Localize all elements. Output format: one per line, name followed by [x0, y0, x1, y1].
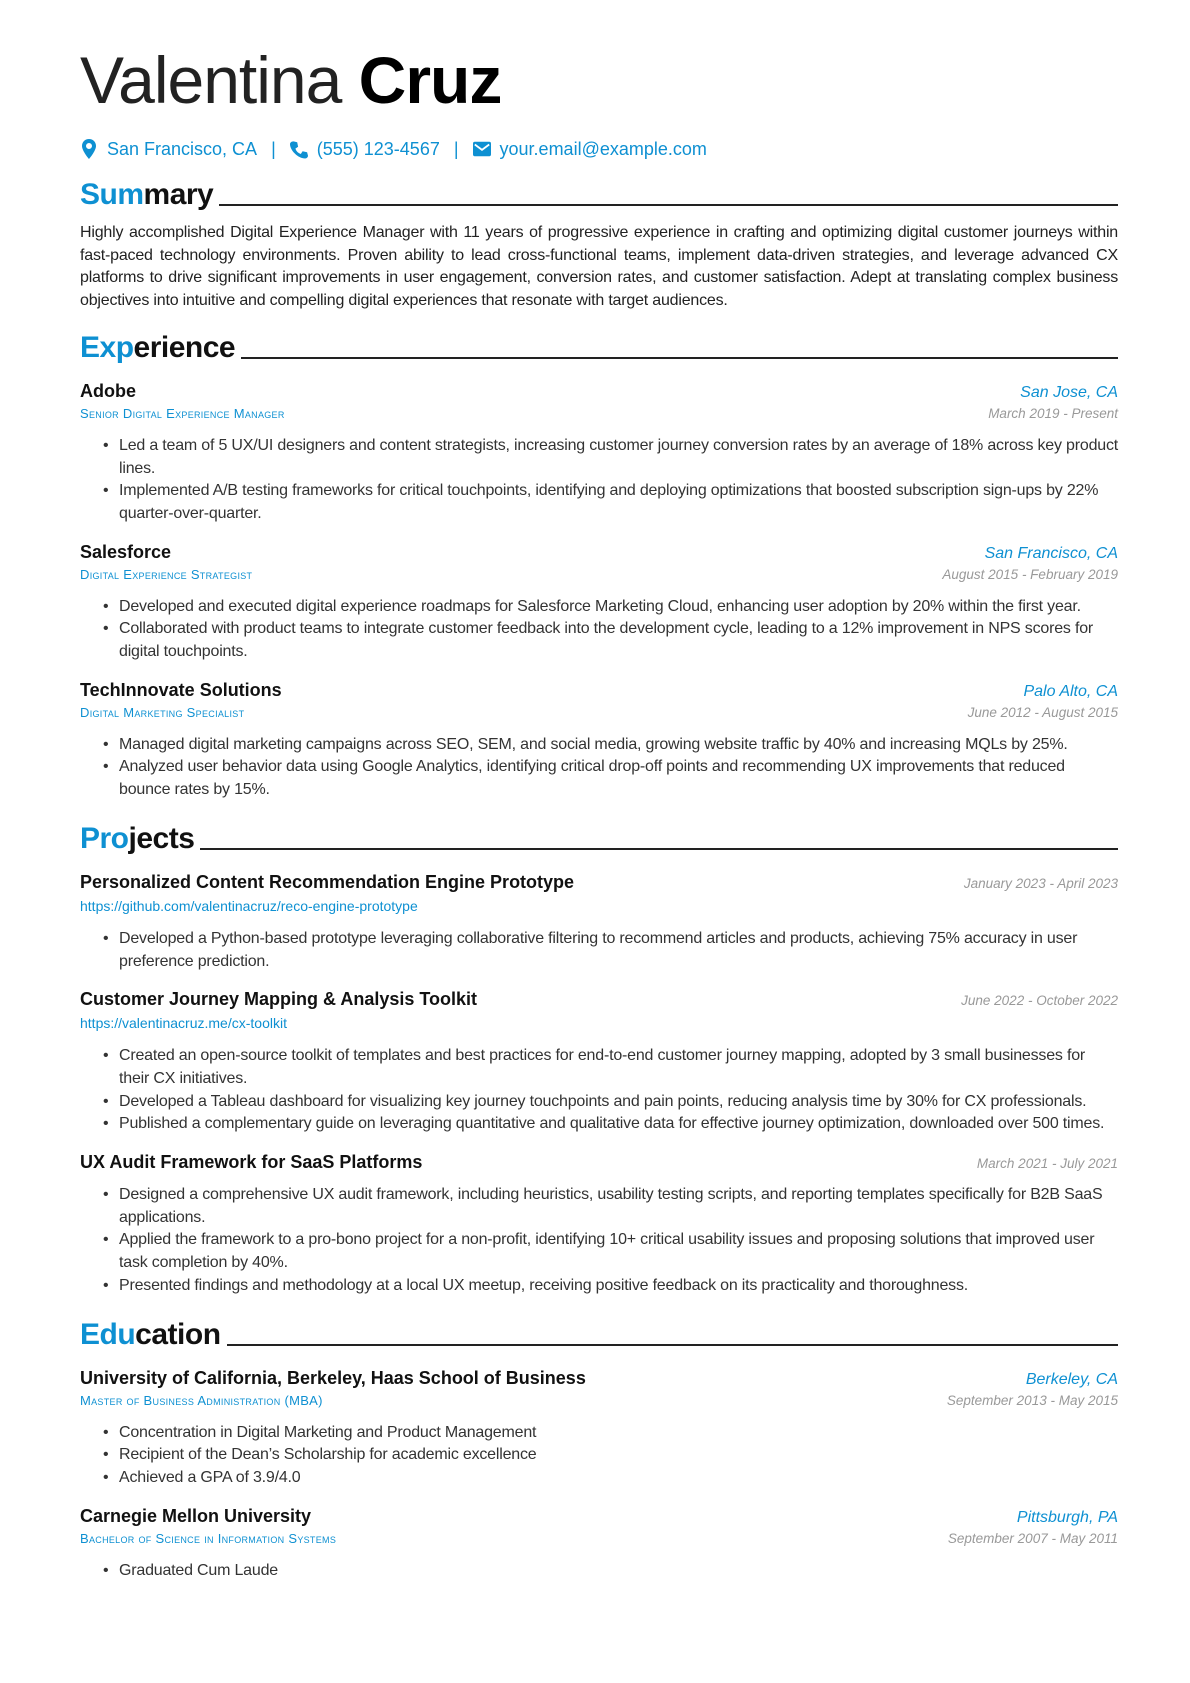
bullet-item: • Recipient of the Dean’s Scholarship for academic excellence	[80, 1444, 1118, 1467]
organization-name: Adobe	[80, 380, 136, 401]
bullet-item: • Applied the framework to a pro-bono project for a non-profit, identifying 10+ critical usability issues and proposing solutions that improved user task completion by 40%.	[80, 1229, 1118, 1274]
phone-link[interactable]: (555) 123-4567	[316, 138, 440, 159]
entry-header	[80, 987, 1118, 1011]
candidate-name: Valentina Cruz	[80, 43, 502, 117]
entry-date: June 2022 - October 2022	[961, 993, 1118, 1009]
bullet-item: • Collaborated with product teams to integrate customer feedback into the development cycle, leading to a 12% improvement in NPS scores for digital touchpoints.	[80, 618, 1118, 663]
bullet-list	[80, 1560, 1118, 1583]
email-link[interactable]: your.email@example.com	[499, 138, 707, 159]
summary-heading: Summary	[80, 174, 1118, 212]
separator: |	[271, 138, 276, 159]
experience-heading: Experience	[80, 327, 1118, 365]
entry-subheader	[80, 1390, 1118, 1412]
entry-location: Berkeley, CA	[1025, 1370, 1118, 1388]
entry-header	[80, 379, 1118, 403]
organization-name: TechInnovate Solutions	[80, 679, 282, 700]
resume-page	[80, 38, 1118, 1582]
summary-text: Highly accomplished Digital Experience Manager with 11 years of progressive experience in crafting and optimizing digital customer journeys within fast-paced technology environments. Proven ability to lead cross-functional teams, implement data-driven strategies, and leverage advanced CX platforms to drive significant improvements in user engagement, conversion rates, and customer satisfaction. Adept at translating complex business objectives into intuitive and compelling digital experiences that resonate with target audiences.	[80, 224, 1118, 310]
project-entry	[80, 1150, 1118, 1298]
bullet-list	[80, 928, 1118, 973]
bullet-item: • Managed digital marketing campaigns across SEO, SEM, and social media, growing website traffic by 40% and increasing MQLs by 25%.	[80, 734, 1118, 757]
bullet-item: • Published a complementary guide on leveraging quantitative and qualitative data for effective journey optimization, downloaded over 500 times.	[80, 1113, 1118, 1136]
bullet-item: • Implemented A/B testing frameworks for critical touchpoints, identifying and deploying optimizations that boosted subscription sign-ups by 22% quarter-over-quarter.	[80, 480, 1118, 525]
entry-header	[80, 540, 1118, 564]
experience-entry	[80, 678, 1118, 802]
divider	[241, 357, 1118, 359]
project-link[interactable]: https://valentinacruz.me/cx-toolkit	[80, 1015, 287, 1032]
organization-name: Carnegie Mellon University	[80, 1505, 312, 1526]
project-title: Personalized Content Recommendation Engine Prototype	[80, 871, 575, 892]
entry-date: June 2012 - August 2015	[967, 704, 1118, 720]
entry-date: September 2013 - May 2015	[946, 1392, 1118, 1408]
bullet-list	[80, 435, 1118, 526]
entry-header	[80, 1366, 1118, 1390]
bullet-item: • Designed a comprehensive UX audit framework, including heuristics, usability testing scripts, and reporting templates specifically for B2B SaaS applications.	[80, 1184, 1118, 1229]
entry-role: Digital Marketing Specialist	[80, 704, 245, 720]
project-title: UX Audit Framework for SaaS Platforms	[80, 1152, 423, 1173]
entry-subheader	[80, 894, 1118, 918]
experience-entry	[80, 540, 1118, 664]
project-entry	[80, 987, 1118, 1136]
education-heading: Education	[80, 1314, 1118, 1352]
entry-role: Bachelor of Science in Information Systems	[80, 1530, 337, 1546]
map-marker-icon	[80, 139, 98, 159]
bullet-item: • Created an open-source toolkit of templates and best practices for end-to-end customer journey mapping, adopted by 3 small businesses for their CX initiatives.	[80, 1045, 1118, 1090]
divider	[200, 848, 1118, 850]
entry-location: San Francisco, CA	[984, 544, 1118, 562]
divider	[227, 1344, 1118, 1346]
bullet-item: • Presented findings and methodology at a local UX meetup, receiving positive feedback on its practicality and thoroughness.	[80, 1275, 1118, 1298]
project-entry	[80, 870, 1118, 973]
bullet-list	[80, 1422, 1118, 1490]
bullet-item: • Developed and executed digital experience roadmaps for Salesforce Marketing Cloud, enhancing user adoption by 20% within the first year.	[80, 596, 1118, 619]
entry-location: San Jose, CA	[1020, 383, 1118, 401]
project-link[interactable]: https://github.com/valentinacruz/reco-engine-prototype	[80, 897, 418, 914]
bullet-item: • Led a team of 5 UX/UI designers and content strategists, increasing customer journey conversion rates by an average of 18% across key product lines.	[80, 435, 1118, 480]
entry-subheader	[80, 564, 1118, 586]
entry-subheader	[80, 1011, 1118, 1035]
entry-location: Pittsburgh, PA	[1016, 1508, 1118, 1526]
organization-name: University of California, Berkeley, Haas School of Business	[80, 1367, 586, 1388]
entry-location: Palo Alto, CA	[1023, 682, 1118, 700]
bullet-list	[80, 1045, 1118, 1136]
entry-header	[80, 1150, 1118, 1174]
bullet-item: • Achieved a GPA of 3.9/4.0	[80, 1467, 1118, 1490]
bullet-list	[80, 1184, 1118, 1298]
bullet-list	[80, 596, 1118, 664]
bullet-item: • Graduated Cum Laude	[80, 1560, 1118, 1583]
bullet-item: • Analyzed user behavior data using Google Analytics, identifying critical drop-off points and recommending UX improvements that reduced bounce rates by 15%.	[80, 756, 1118, 801]
entry-role: Digital Experience Strategist	[80, 566, 253, 582]
education-entry	[80, 1366, 1118, 1490]
entry-header	[80, 1504, 1118, 1528]
phone-icon	[290, 139, 308, 159]
project-title: Customer Journey Mapping & Analysis Toolkit	[80, 989, 478, 1010]
entry-subheader	[80, 403, 1118, 425]
projects-heading: Projects	[80, 818, 1118, 856]
entry-date: January 2023 - April 2023	[963, 875, 1118, 891]
entry-subheader	[80, 702, 1118, 724]
location-text: San Francisco, CA	[107, 138, 258, 159]
bullet-item: • Concentration in Digital Marketing and Product Management	[80, 1422, 1118, 1445]
entry-subheader	[80, 1528, 1118, 1550]
entry-role: Master of Business Administration (MBA)	[80, 1392, 323, 1408]
bullet-item: • Developed a Tableau dashboard for visualizing key journey touchpoints and pain points, reducing analysis time by 30% for CX professionals.	[80, 1091, 1118, 1114]
bullet-list	[80, 734, 1118, 802]
experience-entry	[80, 379, 1118, 526]
organization-name: Salesforce	[80, 541, 172, 562]
bullet-item: • Developed a Python-based prototype leveraging collaborative filtering to recommend articles and products, achieving 75% accuracy in user preference prediction.	[80, 928, 1118, 973]
divider	[219, 204, 1118, 206]
entry-header	[80, 870, 1118, 894]
entry-date: August 2015 - February 2019	[942, 566, 1118, 582]
entry-date: March 2019 - Present	[988, 405, 1118, 421]
entry-header	[80, 678, 1118, 702]
contact-info	[80, 136, 1118, 162]
entry-date: September 2007 - May 2011	[947, 1530, 1118, 1546]
entry-date: March 2021 - July 2021	[976, 1156, 1118, 1172]
entry-role: Senior Digital Experience Manager	[80, 405, 285, 421]
education-entry	[80, 1504, 1118, 1583]
separator: |	[453, 138, 459, 159]
envelope-icon	[473, 139, 491, 159]
